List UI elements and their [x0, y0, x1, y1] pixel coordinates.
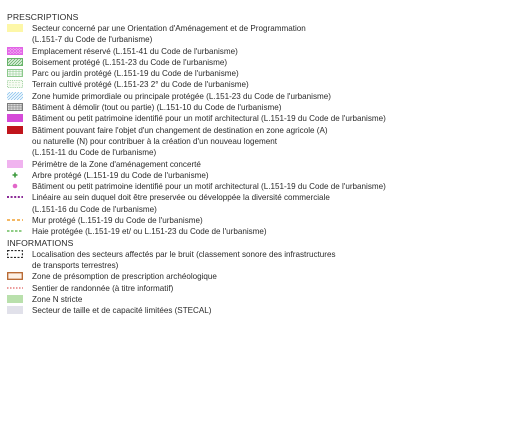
red-fill-swatch [7, 126, 23, 134]
legend-item-label: Haie protégée (L.151-19 et/ ou L.151-23 du Code de l'urbanisme) [32, 227, 267, 237]
legend-item [7, 192, 503, 215]
legend-item [7, 181, 503, 192]
legend-item-label: Bâtiment pouvant faire l'objet d'un changement de destination en zone agricole (A) [32, 125, 328, 135]
legend-item [7, 249, 503, 272]
legend-item [7, 68, 503, 79]
legend-item-label: Secteur concerné par une Orientation d'Aménagement et de Programmation [32, 24, 306, 33]
green-dashed-line-icon [7, 227, 23, 235]
yellow-fill-swatch [7, 24, 23, 32]
legend-item [7, 271, 503, 282]
legend-item-label: Secteur de taille et de capacité limitées (STECAL) [32, 306, 212, 316]
legend-item [7, 46, 503, 57]
legend-item [7, 170, 503, 181]
legend-item-label: (L.151-16 du Code de l'urbanisme) [32, 204, 157, 214]
legend-item [7, 125, 503, 159]
green-dotted-swatch [7, 80, 23, 88]
legend-item [7, 226, 503, 237]
legend-item [7, 23, 503, 46]
lightgrey-fill-swatch [7, 306, 23, 314]
legend-item-label: (L.151-11 du Code de l'urbanisme) [32, 148, 157, 158]
pink-dot-icon [7, 182, 23, 190]
legend-item [7, 294, 503, 305]
legend-item-label: Bâtiment ou petit patrimoine identifié pour un motif architectural (L.151-19 du Code de l'urbanisme) [32, 182, 386, 192]
legend-item [7, 113, 503, 124]
legend-item-label: Périmètre de la Zone d'aménagement concerté [32, 159, 201, 169]
legend-item-label: Sentier de randonnée (à titre informatif) [32, 283, 174, 293]
legend-item-label: Boisement protégé (L.151-23 du Code de l'urbanisme) [32, 57, 228, 67]
map-legend [7, 12, 503, 316]
red-dotted-line-icon [7, 284, 23, 292]
brown-outline-swatch [7, 272, 23, 280]
legend-item-label: Bâtiment ou petit patrimoine identifié pour un motif architectural (L.151-19 du Code de l'urbanisme) [32, 114, 386, 124]
legend-item [7, 57, 503, 68]
magenta-fill-swatch [7, 114, 23, 122]
legend-item-label: Mur protégé (L.151-19 du Code de l'urbanisme) [32, 216, 203, 226]
informations-list [7, 249, 503, 317]
legend-item-label: Arbre protégé (L.151-19 du Code de l'urbanisme) [32, 170, 209, 180]
legend-item-label: Bâtiment à démolir (tout ou partie) (L.151-10 du Code de l'urbanisme) [32, 103, 282, 113]
green-cross-icon [7, 171, 23, 179]
green-hatch-swatch [7, 58, 23, 66]
legend-item-label: Emplacement réservé (L.151-41 du Code de l'urbanisme) [32, 46, 238, 56]
prescriptions-list [7, 23, 503, 238]
green-grid-swatch [7, 69, 23, 77]
legend-item [7, 215, 503, 226]
legend-item-label: Zone N stricte [32, 294, 83, 304]
lightgreen-fill-swatch [7, 295, 23, 303]
grey-grid-swatch [7, 103, 23, 111]
blue-hatch-swatch [7, 92, 23, 100]
legend-item-label: Terrain cultivé protégé (L.151-23 2° du Code de l'urbanisme) [32, 80, 249, 90]
legend-item [7, 283, 503, 294]
prescriptions-heading: PRESCRIPTIONS [7, 12, 79, 22]
legend-item-label: (L.151-7 du Code de l'urbanisme) [32, 35, 153, 45]
informations-heading: INFORMATIONS [7, 237, 74, 248]
purple-dotted-line-icon [7, 193, 23, 201]
legend-item [7, 102, 503, 113]
legend-item [7, 79, 503, 90]
legend-item [7, 91, 503, 102]
legend-item-label: Zone de présomption de prescription archéologique [32, 272, 217, 282]
legend-item-label: Zone humide primordiale ou principale protégée (L.151-23 du Code de l'urbanisme) [32, 91, 331, 101]
orange-dashed-line-icon [7, 216, 23, 224]
legend-item [7, 305, 503, 316]
legend-item-label: Localisation des secteurs affectés par le bruit (classement sonore des infrastructures [32, 249, 336, 259]
pink-fill-swatch [7, 160, 23, 168]
legend-item-label: ou naturelle (N) pour contribuer à la création d'un nouveau logement [32, 136, 277, 146]
magenta-crosshatch-swatch [7, 47, 23, 55]
black-dashed-outline-swatch [7, 250, 23, 258]
legend-item-label: Parc ou jardin protégé (L.151-19 du Code de l'urbanisme) [32, 69, 239, 79]
legend-item-label: de transports terrestres) [32, 260, 119, 270]
legend-item [7, 159, 503, 170]
legend-item-label: Linéaire au sein duquel doit être preservée ou développée la diversité commerciale [32, 193, 330, 203]
